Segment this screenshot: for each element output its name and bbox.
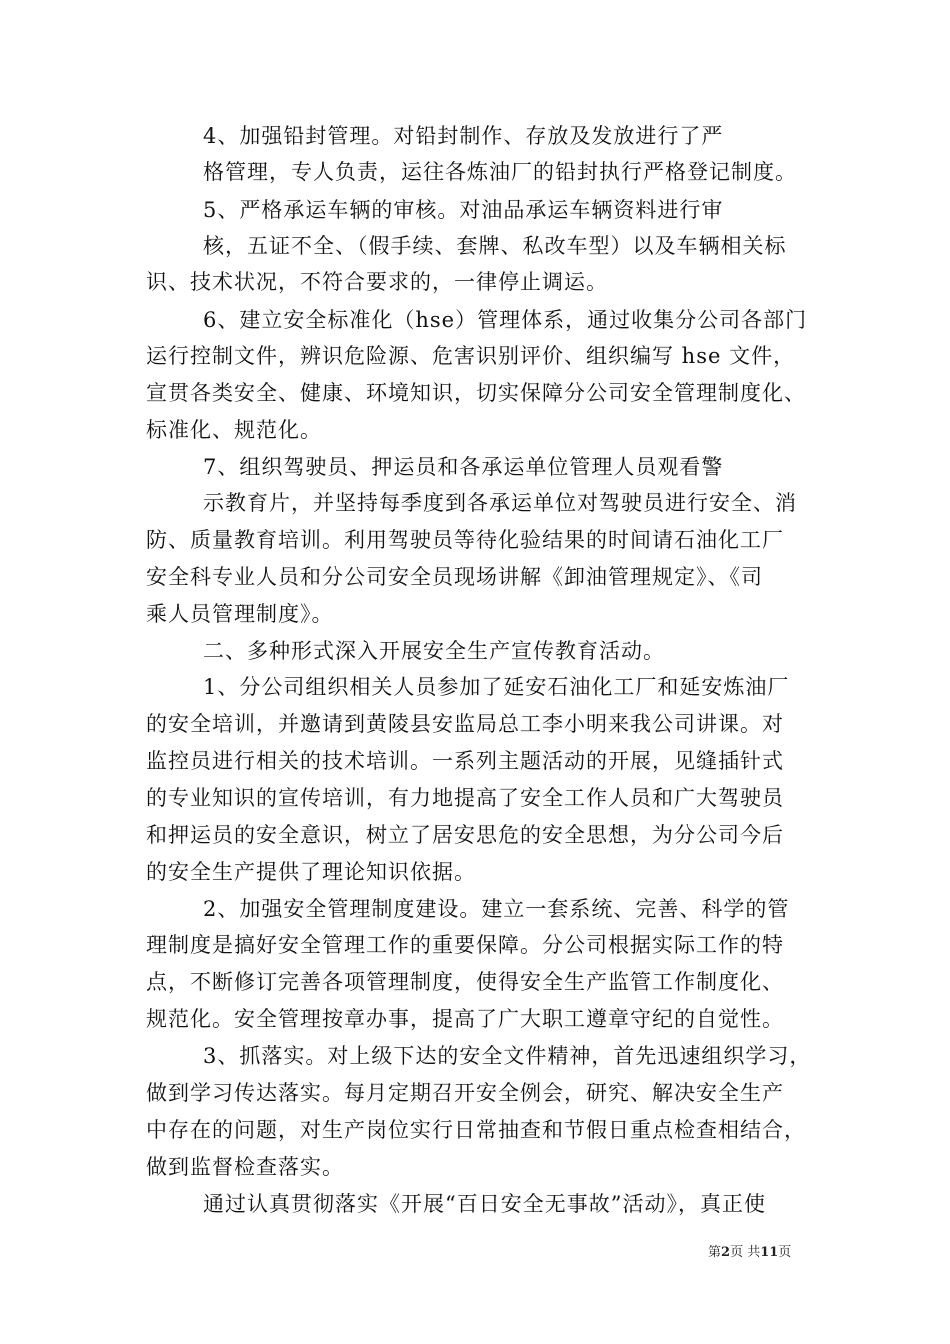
text-line: 规范化。安全管理按章办事，提高了广大职工遵章守纪的自觉性。 [146,1007,784,1031]
total-page-count: 11 [760,1245,779,1260]
text-line: 防、质量教育培训。利用驾驶员等待化验结果的时间请石油化工厂 [146,528,784,552]
section-heading: 二、多种形式深入开展安全生产宣传教育活动。 [203,639,665,663]
text-line: 安全科专业人员和分公司安全员现场讲解《卸油管理规定》、《司 [146,565,763,589]
footer-middle: 页 共 [730,1245,761,1260]
text-line: 格管理，专人负责，运往各炼油厂的铅封执行严格登记制度。 [203,160,797,184]
text-line: 中存在的问题，对生产岗位实行日常抽查和节假日重点检查相结合， [146,1118,806,1142]
footer-suffix: 页 [778,1245,792,1260]
text-line: 7、组织驾驶员、押运员和各承运单位管理人员观看警 [203,455,724,479]
text-line: 点，不断修订完善各项管理制度，使得安全生产监管工作制度化、 [146,970,784,994]
text-line: 宣贯各类安全、健康、环境知识，切实保障分公司安全管理制度化、 [146,381,806,405]
text-line: 运行控制文件，辨识危险源、危害识别评价、组织编写 hse 文件， [146,344,796,368]
text-line: 做到学习传达落实。每月定期召开安全例会，研究、解决安全生产 [146,1081,784,1105]
text-line: 做到监督检查落实。 [146,1155,344,1179]
text-line: 3、抓落实。对上级下达的安全文件精神，首先迅速组织学习， [203,1044,812,1068]
text-line: 乘人员管理制度》。 [146,602,334,626]
text-line: 6、建立安全标准化（hse）管理体系，通过收集分公司各部门 [203,308,808,332]
text-line: 的安全生产提供了理论知识依据。 [146,860,476,884]
text-line: 1、分公司组织相关人员参加了延安石油化工厂和延安炼油厂 [203,675,790,699]
text-line: 标准化、规范化。 [146,418,322,442]
text-line: 5、严格承运车辆的审核。对油品承运车辆资料进行审 [203,198,724,222]
footer-prefix: 第 [708,1245,722,1260]
text-line: 监控员进行相关的技术培训。一系列主题活动的开展，见缝插针式 [146,749,784,773]
current-page-number: 2 [721,1245,731,1260]
text-line: 的专业知识的宣传培训，有力地提高了安全工作人员和广大驾驶员 [146,786,784,810]
text-line: 和押运员的安全意识，树立了居安思危的安全思想，为分公司今后 [146,823,784,847]
text-line: 2、加强安全管理制度建设。建立一套系统、完善、科学的管 [203,897,790,921]
text-line: 识、技术状况，不符合要求的，一律停止调运。 [146,270,608,294]
text-line: 4、加强铅封管理。对铅封制作、存放及发放进行了严 [203,124,724,148]
text-line: 理制度是搞好安全管理工作的重要保障。分公司根据实际工作的特 [146,933,784,957]
text-line: 的安全培训，并邀请到黄陵县安监局总工李小明来我公司讲课。对 [146,712,784,736]
text-line: 示教育片，并坚持每季度到各承运单位对驾驶员进行安全、消 [203,491,797,515]
text-line: 通过认真贯彻落实《开展“百日安全无事故”活动》，真正使 [203,1192,766,1216]
text-line: 核，五证不全、（假手续、套牌、私改车型）以及车辆相关标 [203,234,787,258]
page-footer [708,1244,791,1262]
